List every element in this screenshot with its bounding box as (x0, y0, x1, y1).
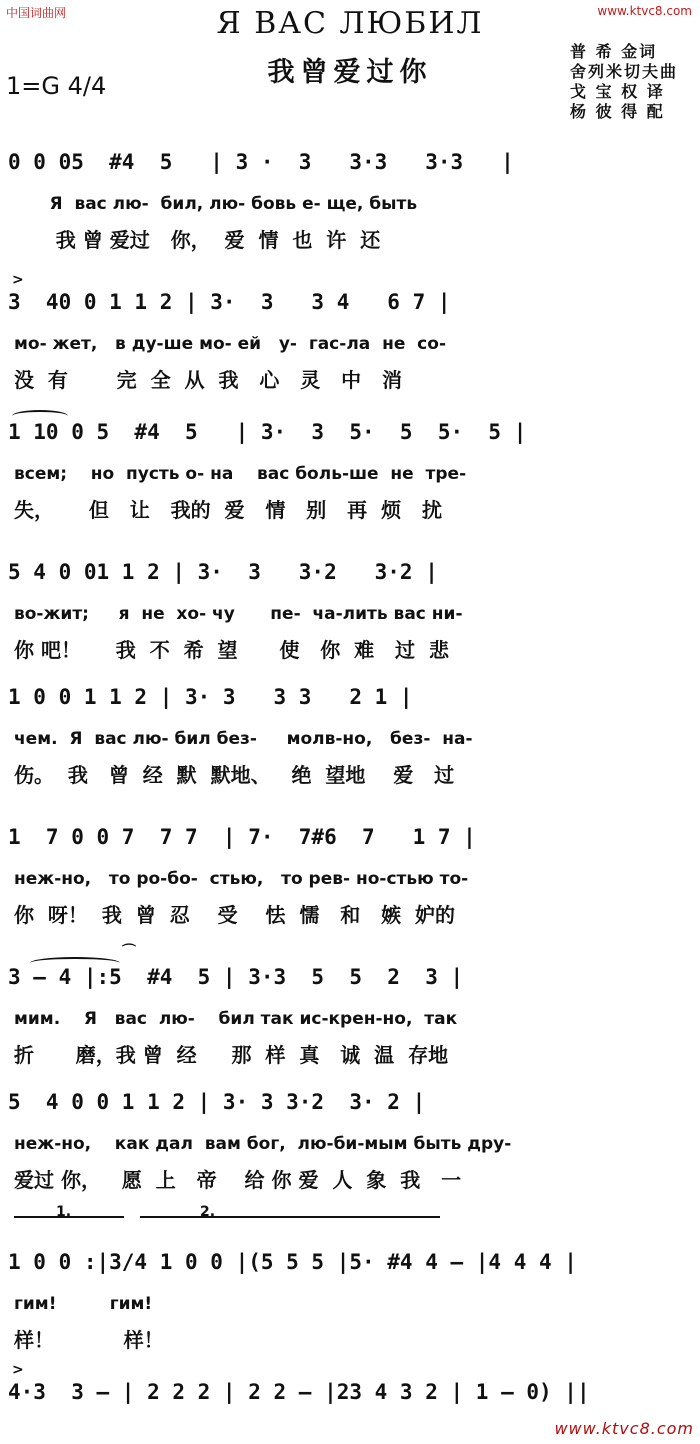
lyric-russian: всем; но пусть о- на вас боль-ше не тре- (14, 464, 467, 484)
notation-line: 4·3 3 — | 2 2 2 | 2 2 — |23 4 3 2 | 1 — 0) || (8, 1380, 590, 1404)
lyric-russian: неж-но, то ро-бо- стью, то рев- но-стью то- (14, 869, 469, 889)
lyric-chinese: 伤。 我 曾 经 默 默地、 绝 望地 爱 过 (14, 763, 455, 787)
score-system-4 (0, 560, 700, 664)
score-system-10 (0, 1362, 700, 1424)
score-system-9 (0, 1204, 700, 1354)
lyric-chinese: 爱过 你， 愿 上 帝 给 你 爱 人 象 我 一 (14, 1168, 462, 1192)
credit-translator: 戈 宝 权 译 (570, 82, 665, 101)
title-chinese: 我曾爱过你 (267, 57, 433, 88)
lyric-russian: чем. Я вас лю- бил без- молв-но, без- на- (14, 729, 473, 749)
lyric-russian: мо- жет, в ду-ше мо- ей у- гас-ла не со- (14, 334, 446, 354)
notation-line: 0 0 05 #4 5 | 3 · 3 3·3 3·3 | (8, 150, 514, 174)
lyric-chinese: 你 呀！ 我 曾 忍 受 怯 懦 和 嫉 妒的 (14, 903, 456, 927)
accent-mark: > (12, 272, 24, 288)
notation-line: 5 4 0 0 1 1 2 | 3· 3 3·2 3· 2 | (8, 1090, 426, 1114)
accent-mark: > (12, 1362, 24, 1378)
score-system-1 (0, 150, 700, 254)
lyric-russian: во-жит; я не хо- чу пе- ча-лить вас ни- (14, 604, 463, 624)
volta-second-bracket (140, 1216, 440, 1226)
lyric-chinese: 样！ 样！ (14, 1328, 164, 1352)
lyric-chinese: 你 吧！ 我 不 希 望 使 你 难 过 悲 (14, 638, 449, 662)
notation-line: 1 10 0 5 #4 5 | 3· 3 5· 5 5· 5 | (8, 420, 527, 444)
credits (570, 42, 678, 122)
volta-second-label: 2. (200, 1204, 216, 1220)
lyric-chinese: 折 磨，我 曾 经 那 样 真 诚 温 存地 (14, 1043, 449, 1067)
score-system-5 (0, 685, 700, 789)
credit-lyricist: 普 希 金词 (570, 42, 658, 61)
watermark-bottom: www.ktvc8.com (554, 1419, 694, 1438)
credit-composer: 舍列米切夫曲 (570, 62, 679, 81)
lyric-chinese: 失， 但 让 我的 爱 情 别 再 烦 扰 (14, 498, 442, 522)
notation-line: 1 0 0 :|3/4 1 0 0 |(5 5 5 |5· #4 4 — |4 4 4 | (8, 1250, 577, 1274)
notation-line: 1 7 0 0 7 7 7 | 7· 7#6 7 1 7 | (8, 825, 476, 849)
credit-arranger: 杨 彼 得 配 (570, 102, 665, 121)
lyric-russian: гим! гим! (14, 1294, 153, 1314)
score-system-2 (0, 272, 700, 394)
lyric-chinese: 我 曾 爱过 你， 爱 情 也 许 还 (14, 228, 381, 252)
notation-line: 1 0 0 1 1 2 | 3· 3 3 3 2 1 | (8, 685, 413, 709)
score-system-3 (0, 420, 700, 524)
notation-line: 3 — 4 |:5 #4 5 | 3·3 5 5 2 3 | (8, 965, 464, 989)
lyric-russian: Я вас лю- бил, лю- бовь е- ще, быть (14, 194, 418, 214)
lyric-russian: неж-но, как дал вам бог, лю-би-мым быть дру- (14, 1134, 512, 1154)
lyric-russian: мим. Я вас лю- бил так ис-крен-но, так (14, 1009, 458, 1029)
key-signature: 1=G 4/4 (6, 72, 107, 100)
volta-first-label: 1. (56, 1204, 72, 1220)
notation-line: 3 40 0 1 1 2 | 3· 3 3 4 6 7 | (8, 290, 451, 314)
watermark-right: www.ktvc8.com (597, 4, 692, 18)
score-system-6 (0, 825, 700, 929)
score-system-7 (0, 944, 700, 1069)
fermata-mark: ⌒ (122, 944, 136, 960)
watermark-left: 中国词曲网 (6, 6, 67, 20)
notation-line: 5 4 0 01 1 2 | 3· 3 3·2 3·2 | (8, 560, 438, 584)
lyric-chinese: 没 有 完 全 从 我 心 灵 中 消 (14, 368, 402, 392)
score-system-8 (0, 1090, 700, 1194)
title-russian: Я ВАС ЛЮБИЛ (216, 6, 484, 41)
